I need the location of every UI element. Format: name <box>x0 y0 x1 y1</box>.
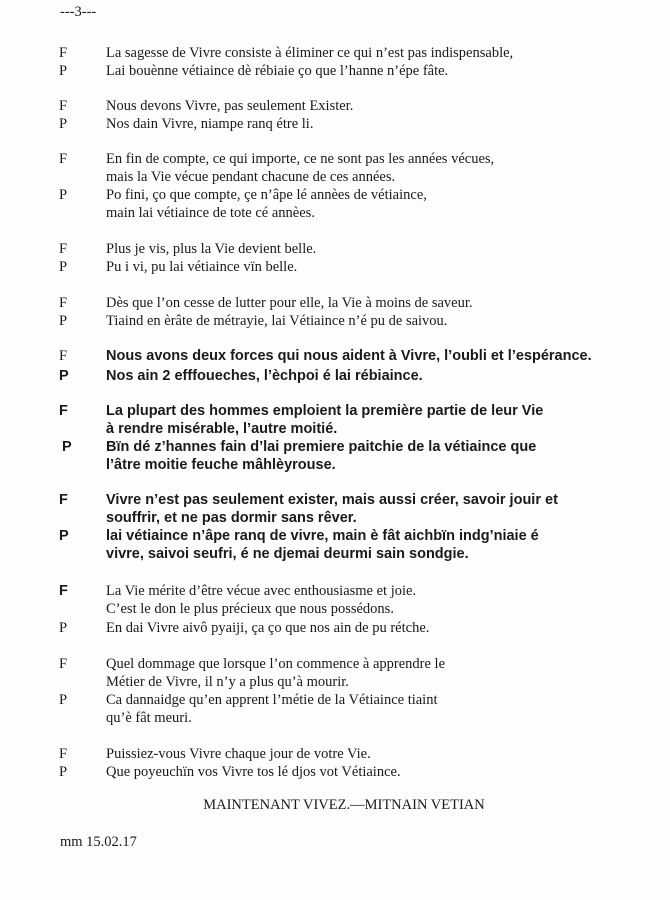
lang-marker-f: F <box>59 746 68 762</box>
patois-line: Ca dannaidge qu’en apprent l’métie de la Vétiaince tiaint <box>106 692 438 708</box>
lang-marker-p: P <box>62 439 72 455</box>
french-line: Puissiez-vous Vivre chaque jour de votre Vie. <box>106 746 371 762</box>
french-line: En fin de compte, ce qui importe, ce ne sont pas les années vécues, <box>106 151 495 167</box>
patois-line: Tiaind en èrâte de métrayie, lai Vétiaince n’é pu de saivou. <box>106 313 448 329</box>
lang-marker-p: P <box>59 692 68 708</box>
french-line: Nous avons deux forces qui nous aident à Vivre, l’oubli et l’espérance. <box>106 348 592 364</box>
patois-line: l’âtre moitie feuche mâhlèyrouse. <box>106 457 336 473</box>
lang-marker-p: P <box>59 116 68 132</box>
date-signature: mm 15.02.17 <box>60 834 137 850</box>
lang-marker-p: P <box>59 187 68 203</box>
lang-marker-p: P <box>59 620 68 636</box>
french-line: souffrir, et ne pas dormir sans rêver. <box>106 510 357 526</box>
french-line: La Vie mérite d’être vécue avec enthousiasme et joie. <box>106 583 417 599</box>
patois-line: Lai bouènne vétiaince dè rébiaie ço que l’hanne n’épe fâte. <box>106 63 449 79</box>
patois-line: Bïn dé z’hannes fain d’lai premiere paitchie de la vétiaince que <box>106 439 537 455</box>
patois-line: qu’è fât meuri. <box>106 710 192 726</box>
patois-line: Pu i vi, pu lai vétiaince vïn belle. <box>106 259 298 275</box>
closing-line: MAINTENANT VIVEZ.—MITNAIN VETIAN <box>203 797 485 813</box>
lang-marker-f: F <box>59 98 68 114</box>
lang-marker-f: F <box>59 241 68 257</box>
lang-marker-p: P <box>59 259 68 275</box>
lang-marker-f: F <box>59 151 68 167</box>
french-line: Dès que l’on cesse de lutter pour elle, la Vie à moins de saveur. <box>106 295 473 311</box>
patois-line: Que poyeuchïn vos Vivre tos lé djos vot Vétiaince. <box>106 764 401 780</box>
french-line: mais la Vie vécue pendant chacune de ces années. <box>106 169 396 185</box>
patois-line: Po fini, ço que compte, çe n’âpe lé annèes de vétiaince, <box>106 187 427 203</box>
patois-line: Nos ain 2 efffoueches, l’èchpoi é lai rébiaince. <box>106 368 423 384</box>
lang-marker-p: P <box>59 528 69 544</box>
lang-marker-f: F <box>59 348 68 364</box>
lang-marker-f: F <box>59 45 68 61</box>
patois-line: lai vétiaince n’âpe ranq de vivre, main è fât aichbïn indg’niaie é <box>106 528 539 544</box>
lang-marker-f: F <box>59 403 68 419</box>
lang-marker-p: P <box>59 313 68 329</box>
page-number: ---3--- <box>60 4 97 20</box>
lang-marker-p: P <box>59 368 69 384</box>
french-line: Vivre n’est pas seulement exister, mais aussi créer, savoir jouir et <box>106 492 558 508</box>
french-line: La plupart des hommes emploient la première partie de leur Vie <box>106 403 544 419</box>
lang-marker-f: F <box>59 583 68 599</box>
french-line: La sagesse de Vivre consiste à éliminer ce qui n’est pas indispensable, <box>106 45 514 61</box>
french-line: Plus je vis, plus la Vie devient belle. <box>106 241 317 257</box>
french-line: Quel dommage que lorsque l’on commence à apprendre le <box>106 656 446 672</box>
patois-line: main lai vétiaince de tote cé annèes. <box>106 205 315 221</box>
patois-line: vivre, saivoi seufri, é ne djemai deurmi sain sondgie. <box>106 546 469 562</box>
lang-marker-f: F <box>59 656 68 672</box>
french-line: à rendre misérable, l’autre moitié. <box>106 421 338 437</box>
patois-line: En dai Vivre aivô pyaiji, ça ço que nos ain de pu rétche. <box>106 620 430 636</box>
lang-marker-f: F <box>59 295 68 311</box>
lang-marker-f: F <box>59 492 68 508</box>
lang-marker-p: P <box>59 764 68 780</box>
french-line: C’est le don le plus précieux que nous possédons. <box>106 601 394 617</box>
french-line: Métier de Vivre, il n’y a plus qu’à mourir. <box>106 674 349 690</box>
french-line: Nous devons Vivre, pas seulement Exister. <box>106 98 354 114</box>
lang-marker-p: P <box>59 63 68 79</box>
patois-line: Nos dain Vivre, niampe ranq étre li. <box>106 116 314 132</box>
